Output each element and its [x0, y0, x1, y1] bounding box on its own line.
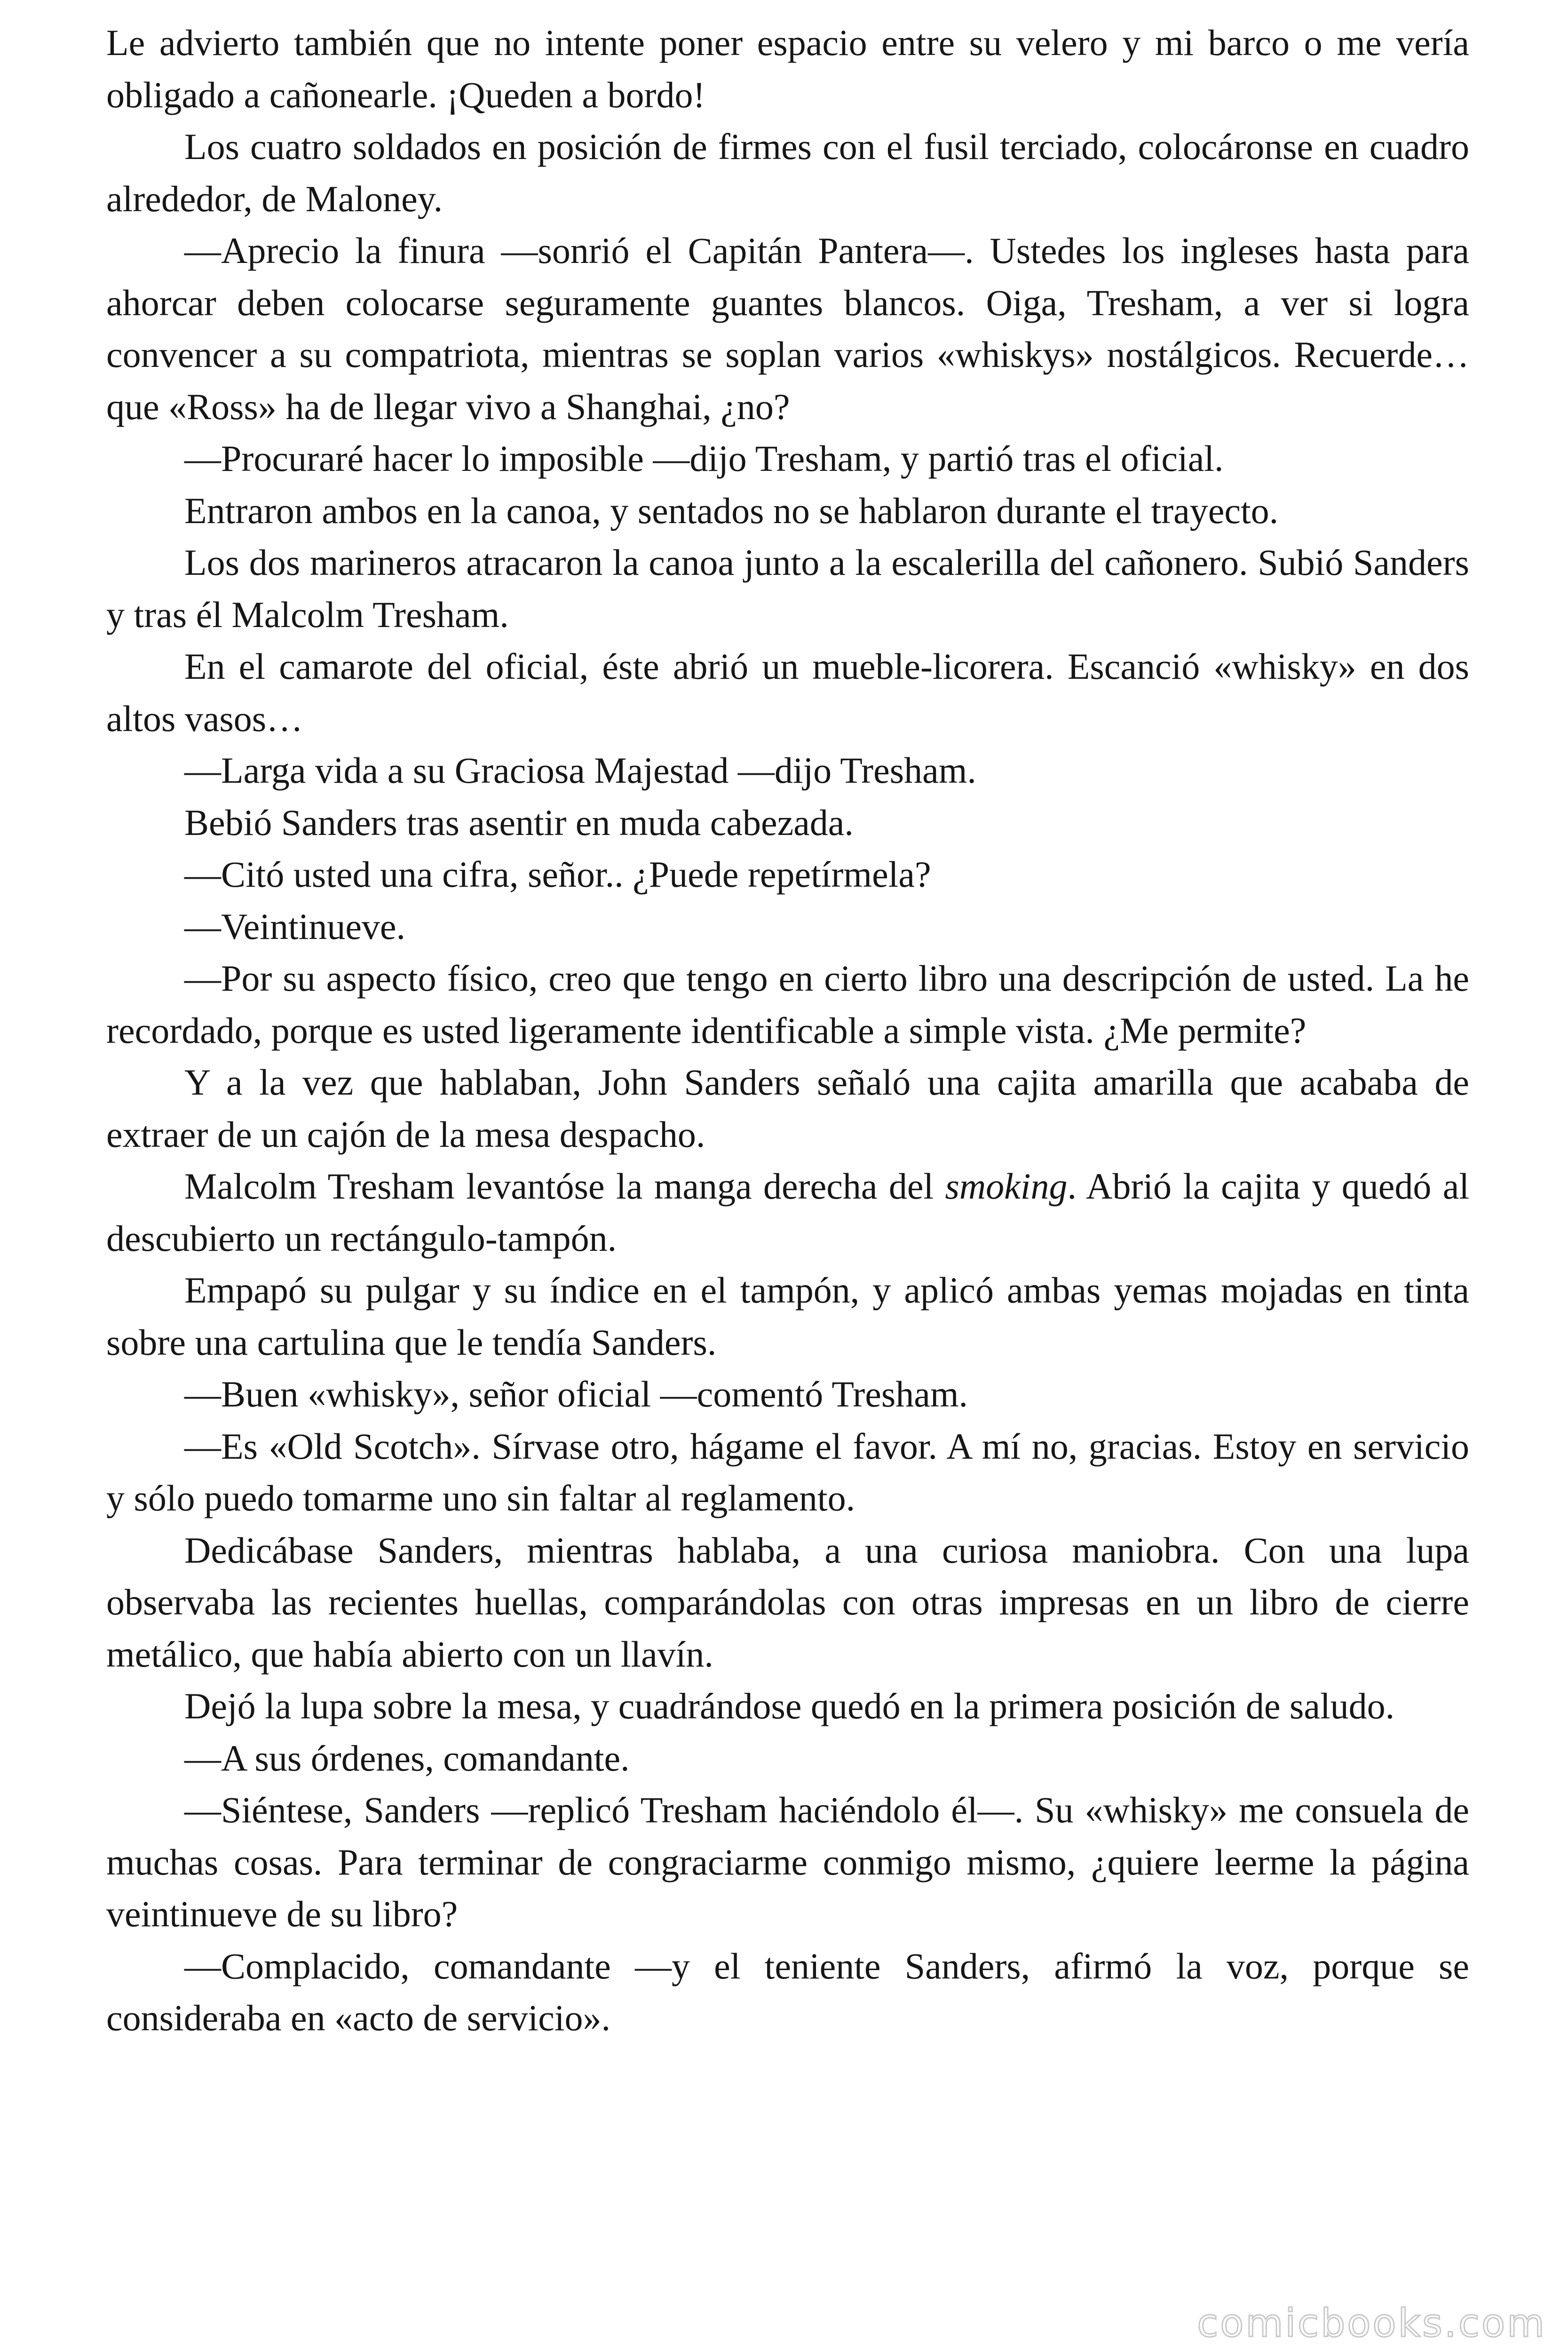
paragraph-14-tail: . Abrió la cajita y quedó al descubierto un rectángulo-tampón.	[106, 1166, 1469, 1259]
book-page	[106, 17, 1469, 2044]
paragraph-12: —Por su aspecto físico, creo que tengo en cierto libro una descripción de usted. La he recordado, porque es usted ligeramente identificable a simple vista. ¿Me permite?	[106, 958, 1469, 1051]
paragraph-7: En el camarote del oficial, éste abrió un mueble-licorera. Escanció «whisky» en dos altos vasos…	[106, 646, 1469, 739]
paragraph-9: Bebió Sanders tras asentir en muda cabezada.	[184, 802, 854, 843]
smoking-italic-word: smoking	[945, 1166, 1068, 1207]
paragraph-16: —Buen «whisky», señor oficial —comentó Tresham.	[184, 1374, 968, 1414]
paragraph-20: —A sus órdenes, comandante.	[184, 1737, 630, 1779]
paragraph-22: —Complacido, comandante —y el teniente Sanders, afirmó la voz, porque se consideraba en «acto de servicio».	[106, 1945, 1469, 2038]
paragraph-21: —Siéntese, Sanders —replicó Tresham haciéndolo él—. Su «whisky» me consuela de muchas cosas. Para terminar de congraciarme conmigo mismo, ¿quiere leerme la página veintinueve de su libro?	[106, 1789, 1469, 1934]
paragraph-2: Los cuatro soldados en posición de firmes con el fusil terciado, colocáronse en cuadro alrededor, de Maloney.	[106, 126, 1469, 219]
paragraph-8: —Larga vida a su Graciosa Majestad —dijo Tresham.	[184, 750, 976, 791]
paragraph-6: Los dos marineros atracaron la canoa junto a la escalerilla del cañonero. Subió Sanders y tras él Malcolm Tresham.	[106, 542, 1469, 635]
paragraph-14-lead: Malcolm Tresham levantóse la manga derecha del	[184, 1166, 945, 1207]
watermark-logo: comicbooks.com	[1197, 2301, 1546, 2346]
paragraph-18: Dedicábase Sanders, mientras hablaba, a una curiosa maniobra. Con una lupa observaba las recientes huellas, comparándolas con otras impresas en un libro de cierre metálico, que había abierto con un llavín.	[106, 1529, 1469, 1675]
paragraph-19: Dejó la lupa sobre la mesa, y cuadrándose quedó en la primera posición de saludo.	[184, 1685, 1395, 1726]
paragraph-4: —Procuraré hacer lo imposible —dijo Tresham, y partió tras el oficial.	[184, 438, 1224, 479]
paragraph-10: —Citó usted una cifra, señor.. ¿Puede repetírmela?	[184, 854, 931, 895]
paragraph-14	[106, 1160, 1469, 1264]
paragraph-13: Y a la vez que hablaban, John Sanders señaló una cajita amarilla que acababa de extraer de un cajón de la mesa despacho.	[106, 1062, 1469, 1155]
paragraph-15: Empapó su pulgar y su índice en el tampón, y aplicó ambas yemas mojadas en tinta sobre una cartulina que le tendía Sanders.	[106, 1270, 1469, 1363]
paragraph-11: —Veintinueve.	[184, 906, 406, 947]
paragraph-3: —Aprecio la finura —sonrió el Capitán Pantera—. Ustedes los ingleses hasta para ahorcar deben colocarse seguramente guantes blancos. Oiga, Tresham, a ver si logra convencer a su compatriota, mientras se soplan varios «whiskys» nostálgicos. Recuerde… que «Ross» ha de llegar vivo a Shanghai, ¿no?	[106, 230, 1469, 427]
paragraph-17: —Es «Old Scotch». Sírvase otro, hágame el favor. A mí no, gracias. Estoy en servicio y sólo puedo tomarme uno sin faltar al reglamento.	[106, 1425, 1469, 1518]
paragraph-1: Le advierto también que no intente poner espacio entre su velero y mi barco o me vería obligado a cañonearle. ¡Queden a bordo!	[106, 22, 1469, 115]
paragraph-5: Entraron ambos en la canoa, y sentados no se hablaron durante el trayecto.	[184, 490, 1279, 531]
